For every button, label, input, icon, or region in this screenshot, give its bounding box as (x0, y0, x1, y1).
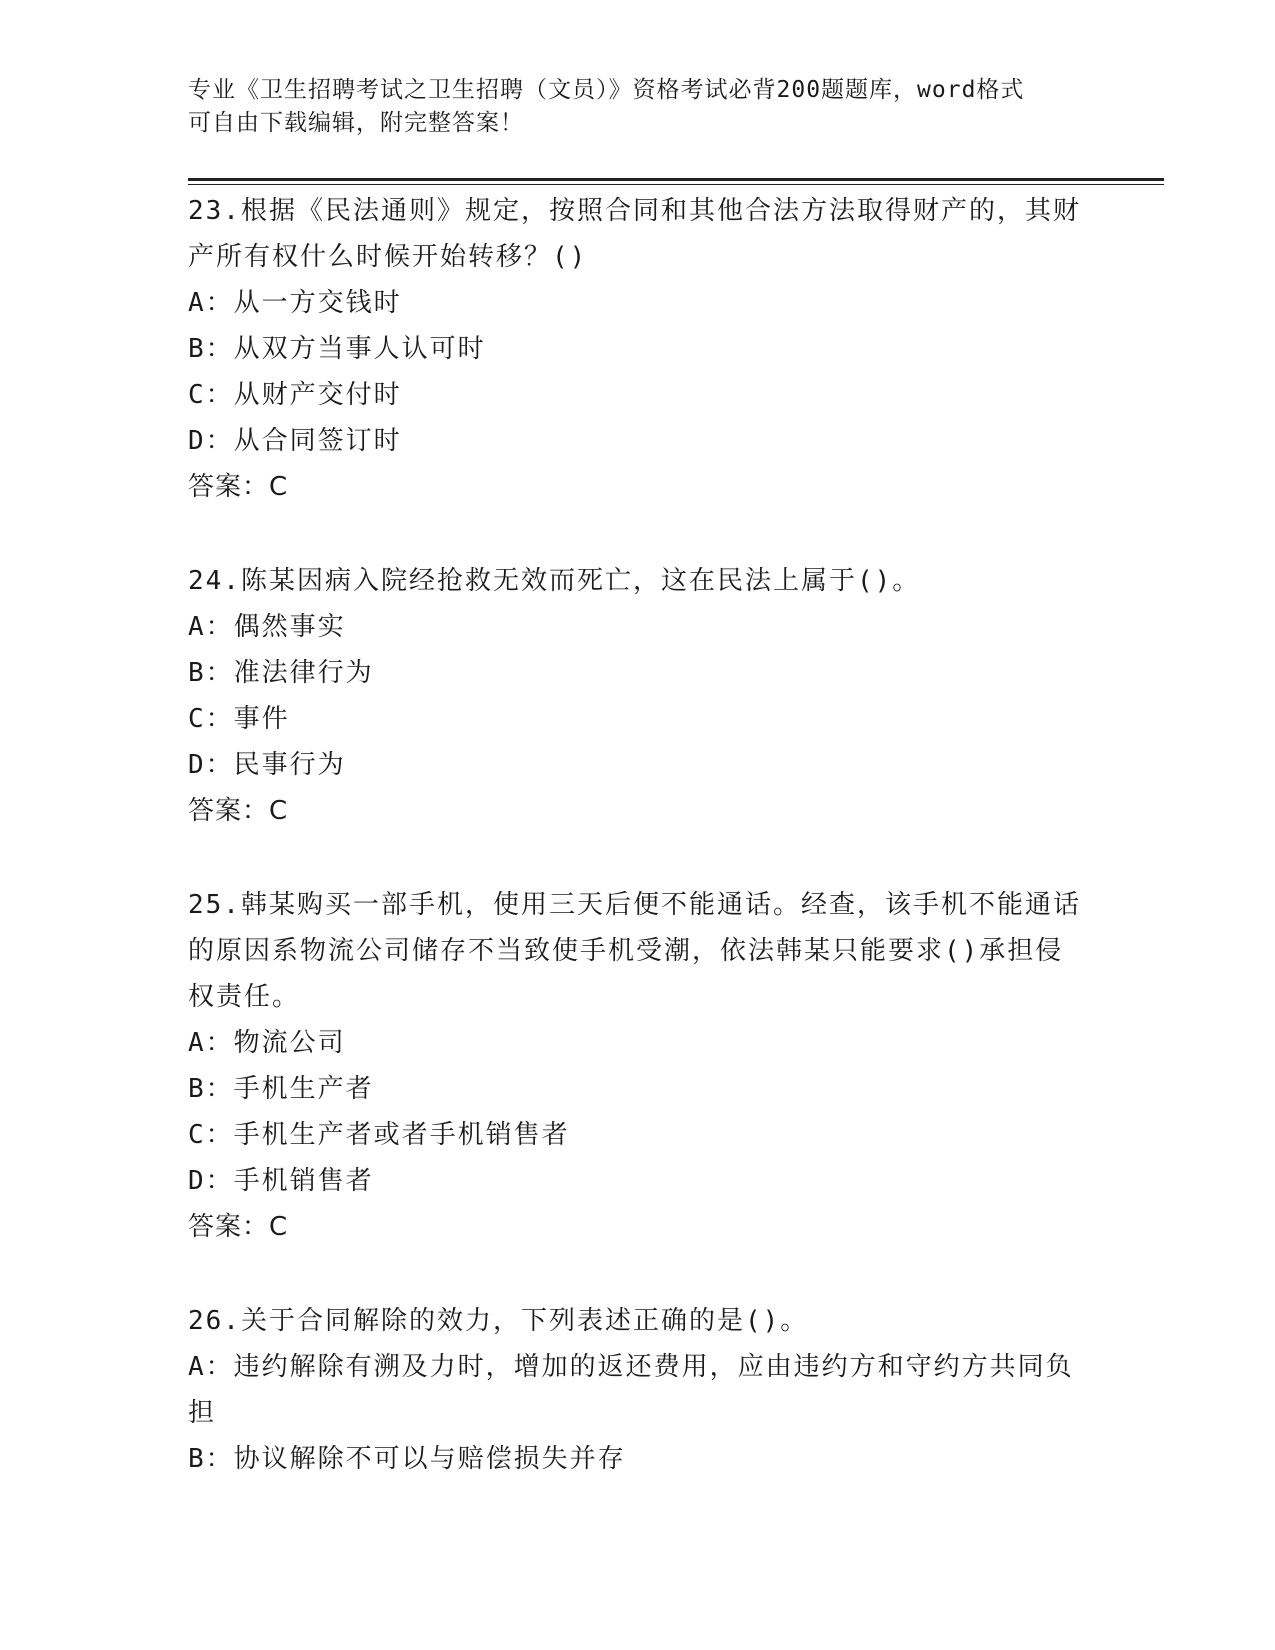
question-stem: 24.陈某因病入院经抢救无效而死亡，这在民法上属于()。 (188, 566, 921, 596)
option-d: D：从合同签订时 (188, 426, 402, 456)
header-divider-thick (188, 178, 1164, 181)
answer-line: 答案：C (188, 796, 289, 826)
question-25 (188, 882, 1088, 1250)
question-23 (188, 188, 1088, 510)
header-line-1: 专业《卫生招聘考试之卫生招聘（文员）》资格考试必背200题题库，word格式 (188, 77, 1025, 103)
answer-line: 答案：C (188, 472, 289, 502)
question-26 (188, 1298, 1088, 1482)
header-line-2: 可自由下载编辑，附完整答案！ (188, 110, 524, 136)
option-b: B：从双方当事人认可时 (188, 334, 486, 364)
question-stem: 23.根据《民法通则》规定，按照合同和其他合法方法取得财产的，其财产所有权什么时候开始转移？() (188, 196, 1081, 272)
option-b: B：手机生产者 (188, 1074, 374, 1104)
option-c: C：从财产交付时 (188, 380, 402, 410)
option-a: A：违约解除有溯及力时，增加的返还费用，应由违约方和守约方共同负担 (188, 1352, 1074, 1428)
option-a: A：从一方交钱时 (188, 288, 402, 318)
option-d: D：手机销售者 (188, 1166, 374, 1196)
option-c: C：手机生产者或者手机销售者 (188, 1120, 570, 1150)
option-d: D：民事行为 (188, 750, 346, 780)
header-divider-thin (188, 184, 1164, 185)
question-stem: 26.关于合同解除的效力，下列表述正确的是()。 (188, 1306, 809, 1336)
question-list (188, 188, 1088, 1530)
option-a: A：偶然事实 (188, 612, 346, 642)
option-a: A：物流公司 (188, 1028, 346, 1058)
option-b: B：准法律行为 (188, 658, 374, 688)
document-header (188, 74, 1088, 140)
question-stem: 25.韩某购买一部手机，使用三天后便不能通话。经查，该手机不能通话的原因系物流公司储存不当致使手机受潮，依法韩某只能要求()承担侵权责任。 (188, 890, 1081, 1012)
answer-line: 答案：C (188, 1212, 289, 1242)
question-24 (188, 558, 1088, 834)
option-b: B：协议解除不可以与赔偿损失并存 (188, 1444, 626, 1474)
option-c: C：事件 (188, 704, 290, 734)
